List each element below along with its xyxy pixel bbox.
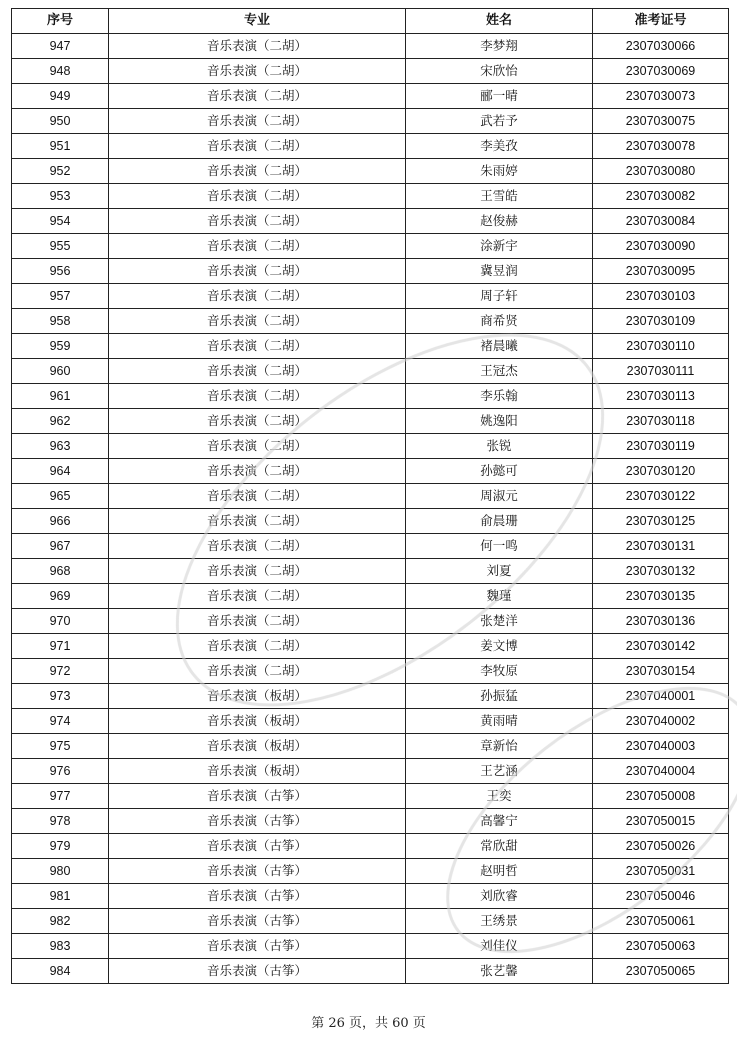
row-major: 音乐表演（二胡） <box>109 284 406 309</box>
row-name: 王雪皓 <box>406 184 593 209</box>
row-exam-number: 2307030120 <box>593 459 729 484</box>
table-row <box>12 709 729 734</box>
row-index: 974 <box>12 709 109 734</box>
row-name: 褚晨曦 <box>406 334 593 359</box>
row-major: 音乐表演（二胡） <box>109 384 406 409</box>
row-index: 956 <box>12 259 109 284</box>
row-name: 李牧原 <box>406 659 593 684</box>
row-exam-number: 2307050031 <box>593 859 729 884</box>
row-exam-number: 2307030078 <box>593 134 729 159</box>
table-row <box>12 459 729 484</box>
header-major: 专业 <box>109 9 406 34</box>
table-header-row <box>12 9 729 34</box>
table-row <box>12 134 729 159</box>
row-name: 宋欣怡 <box>406 59 593 84</box>
row-index: 967 <box>12 534 109 559</box>
list-sheet <box>11 8 729 984</box>
row-exam-number: 2307030113 <box>593 384 729 409</box>
table-row <box>12 234 729 259</box>
row-exam-number: 2307040002 <box>593 709 729 734</box>
table-row <box>12 434 729 459</box>
row-index: 984 <box>12 959 109 984</box>
row-major: 音乐表演（板胡） <box>109 759 406 784</box>
row-exam-number: 2307030142 <box>593 634 729 659</box>
admission-table <box>11 8 729 984</box>
table-row <box>12 584 729 609</box>
row-exam-number: 2307050065 <box>593 959 729 984</box>
row-index: 975 <box>12 734 109 759</box>
row-major: 音乐表演（二胡） <box>109 459 406 484</box>
row-name: 赵明哲 <box>406 859 593 884</box>
row-name: 王绣景 <box>406 909 593 934</box>
row-exam-number: 2307030084 <box>593 209 729 234</box>
row-name: 武若予 <box>406 109 593 134</box>
row-name: 何一鸣 <box>406 534 593 559</box>
row-index: 982 <box>12 909 109 934</box>
row-exam-number: 2307030136 <box>593 609 729 634</box>
row-exam-number: 2307030119 <box>593 434 729 459</box>
row-index: 961 <box>12 384 109 409</box>
table-row <box>12 484 729 509</box>
row-major: 音乐表演（二胡） <box>109 309 406 334</box>
row-major: 音乐表演（古筝） <box>109 934 406 959</box>
header-name: 姓名 <box>406 9 593 34</box>
row-exam-number: 2307040003 <box>593 734 729 759</box>
table-row <box>12 959 729 984</box>
table-body <box>12 34 729 984</box>
row-index: 951 <box>12 134 109 159</box>
row-exam-number: 2307030135 <box>593 584 729 609</box>
table-row <box>12 409 729 434</box>
table-row <box>12 759 729 784</box>
row-index: 957 <box>12 284 109 309</box>
row-major: 音乐表演（古筝） <box>109 784 406 809</box>
row-name: 王奕 <box>406 784 593 809</box>
row-exam-number: 2307030095 <box>593 259 729 284</box>
row-index: 953 <box>12 184 109 209</box>
table-row <box>12 559 729 584</box>
table-row <box>12 809 729 834</box>
row-major: 音乐表演（二胡） <box>109 534 406 559</box>
header-exam-number: 准考证号 <box>593 9 729 34</box>
row-exam-number: 2307030132 <box>593 559 729 584</box>
row-name: 刘夏 <box>406 559 593 584</box>
table-row <box>12 784 729 809</box>
row-major: 音乐表演（二胡） <box>109 609 406 634</box>
row-name: 张锐 <box>406 434 593 459</box>
table-row <box>12 534 729 559</box>
row-name: 孙振猛 <box>406 684 593 709</box>
table-row <box>12 734 729 759</box>
row-major: 音乐表演（二胡） <box>109 634 406 659</box>
row-name: 周淑元 <box>406 484 593 509</box>
row-index: 983 <box>12 934 109 959</box>
row-major: 音乐表演（二胡） <box>109 434 406 459</box>
row-name: 王冠杰 <box>406 359 593 384</box>
row-major: 音乐表演（二胡） <box>109 159 406 184</box>
row-exam-number: 2307050026 <box>593 834 729 859</box>
row-exam-number: 2307030109 <box>593 309 729 334</box>
table-row <box>12 309 729 334</box>
table-row <box>12 609 729 634</box>
table-row <box>12 184 729 209</box>
row-exam-number: 2307030080 <box>593 159 729 184</box>
table-row <box>12 859 729 884</box>
row-exam-number: 2307030154 <box>593 659 729 684</box>
row-major: 音乐表演（二胡） <box>109 509 406 534</box>
row-index: 954 <box>12 209 109 234</box>
row-name: 高馨宁 <box>406 809 593 834</box>
table-row <box>12 509 729 534</box>
row-index: 960 <box>12 359 109 384</box>
row-name: 张楚洋 <box>406 609 593 634</box>
row-name: 常欣甜 <box>406 834 593 859</box>
table-row <box>12 634 729 659</box>
row-index: 978 <box>12 809 109 834</box>
row-index: 981 <box>12 884 109 909</box>
table-row <box>12 909 729 934</box>
row-major: 音乐表演（二胡） <box>109 234 406 259</box>
row-index: 969 <box>12 584 109 609</box>
row-major: 音乐表演（板胡） <box>109 734 406 759</box>
row-name: 王艺涵 <box>406 759 593 784</box>
row-index: 964 <box>12 459 109 484</box>
row-major: 音乐表演（古筝） <box>109 809 406 834</box>
row-index: 966 <box>12 509 109 534</box>
row-exam-number: 2307050061 <box>593 909 729 934</box>
row-index: 947 <box>12 34 109 59</box>
row-name: 李乐翰 <box>406 384 593 409</box>
row-major: 音乐表演（二胡） <box>109 134 406 159</box>
row-index: 949 <box>12 84 109 109</box>
row-major: 音乐表演（古筝） <box>109 959 406 984</box>
row-name: 赵俊赫 <box>406 209 593 234</box>
row-index: 955 <box>12 234 109 259</box>
row-name: 冀昱润 <box>406 259 593 284</box>
row-exam-number: 2307030090 <box>593 234 729 259</box>
row-major: 音乐表演（二胡） <box>109 59 406 84</box>
table-row <box>12 684 729 709</box>
table-row <box>12 884 729 909</box>
row-major: 音乐表演（二胡） <box>109 409 406 434</box>
table-row <box>12 34 729 59</box>
row-index: 958 <box>12 309 109 334</box>
row-index: 963 <box>12 434 109 459</box>
row-name: 郦一晴 <box>406 84 593 109</box>
row-major: 音乐表演（二胡） <box>109 209 406 234</box>
row-index: 976 <box>12 759 109 784</box>
row-name: 黄雨晴 <box>406 709 593 734</box>
row-major: 音乐表演（二胡） <box>109 334 406 359</box>
row-name: 李梦翔 <box>406 34 593 59</box>
row-index: 980 <box>12 859 109 884</box>
row-major: 音乐表演（二胡） <box>109 484 406 509</box>
row-name: 姚逸阳 <box>406 409 593 434</box>
table-row <box>12 934 729 959</box>
row-name: 涂新宇 <box>406 234 593 259</box>
row-name: 张艺馨 <box>406 959 593 984</box>
row-major: 音乐表演（二胡） <box>109 84 406 109</box>
row-exam-number: 2307050015 <box>593 809 729 834</box>
row-index: 973 <box>12 684 109 709</box>
row-index: 962 <box>12 409 109 434</box>
row-name: 商希贤 <box>406 309 593 334</box>
row-exam-number: 2307030122 <box>593 484 729 509</box>
row-major: 音乐表演（板胡） <box>109 709 406 734</box>
page-footer: 第 26 页，共 60 页 <box>311 1016 426 1031</box>
row-major: 音乐表演（古筝） <box>109 859 406 884</box>
row-exam-number: 2307030075 <box>593 109 729 134</box>
row-exam-number: 2307040004 <box>593 759 729 784</box>
row-major: 音乐表演（二胡） <box>109 34 406 59</box>
row-name: 朱雨婷 <box>406 159 593 184</box>
row-index: 952 <box>12 159 109 184</box>
table-row <box>12 209 729 234</box>
row-index: 968 <box>12 559 109 584</box>
row-name: 刘佳仪 <box>406 934 593 959</box>
row-name: 章新怡 <box>406 734 593 759</box>
table-row <box>12 59 729 84</box>
row-name: 孙懿可 <box>406 459 593 484</box>
row-exam-number: 2307030069 <box>593 59 729 84</box>
table-row <box>12 384 729 409</box>
row-major: 音乐表演（二胡） <box>109 659 406 684</box>
row-major: 音乐表演（二胡） <box>109 259 406 284</box>
row-exam-number: 2307030118 <box>593 409 729 434</box>
row-major: 音乐表演（板胡） <box>109 684 406 709</box>
row-exam-number: 2307030131 <box>593 534 729 559</box>
row-major: 音乐表演（二胡） <box>109 184 406 209</box>
row-major: 音乐表演（古筝） <box>109 909 406 934</box>
row-exam-number: 2307030103 <box>593 284 729 309</box>
row-index: 959 <box>12 334 109 359</box>
row-name: 李美孜 <box>406 134 593 159</box>
row-exam-number: 2307050008 <box>593 784 729 809</box>
row-name: 刘欣睿 <box>406 884 593 909</box>
row-name: 姜文博 <box>406 634 593 659</box>
row-exam-number: 2307050046 <box>593 884 729 909</box>
row-major: 音乐表演（古筝） <box>109 834 406 859</box>
row-exam-number: 2307030111 <box>593 359 729 384</box>
table-row <box>12 834 729 859</box>
row-major: 音乐表演（二胡） <box>109 109 406 134</box>
row-exam-number: 2307030082 <box>593 184 729 209</box>
header-index: 序号 <box>12 9 109 34</box>
row-major: 音乐表演（二胡） <box>109 559 406 584</box>
table-row <box>12 109 729 134</box>
row-exam-number: 2307030125 <box>593 509 729 534</box>
row-index: 979 <box>12 834 109 859</box>
row-exam-number: 2307050063 <box>593 934 729 959</box>
row-name: 周子轩 <box>406 284 593 309</box>
table-row <box>12 259 729 284</box>
row-major: 音乐表演（古筝） <box>109 884 406 909</box>
table-row <box>12 84 729 109</box>
row-major: 音乐表演（二胡） <box>109 359 406 384</box>
table-row <box>12 659 729 684</box>
row-name: 俞晨珊 <box>406 509 593 534</box>
row-exam-number: 2307040001 <box>593 684 729 709</box>
row-index: 950 <box>12 109 109 134</box>
row-index: 965 <box>12 484 109 509</box>
row-exam-number: 2307030073 <box>593 84 729 109</box>
row-index: 948 <box>12 59 109 84</box>
row-exam-number: 2307030066 <box>593 34 729 59</box>
table-row <box>12 334 729 359</box>
table-row <box>12 159 729 184</box>
row-index: 977 <box>12 784 109 809</box>
table-row <box>12 359 729 384</box>
row-exam-number: 2307030110 <box>593 334 729 359</box>
row-index: 970 <box>12 609 109 634</box>
row-name: 魏瑾 <box>406 584 593 609</box>
table-row <box>12 284 729 309</box>
row-index: 972 <box>12 659 109 684</box>
row-major: 音乐表演（二胡） <box>109 584 406 609</box>
row-index: 971 <box>12 634 109 659</box>
